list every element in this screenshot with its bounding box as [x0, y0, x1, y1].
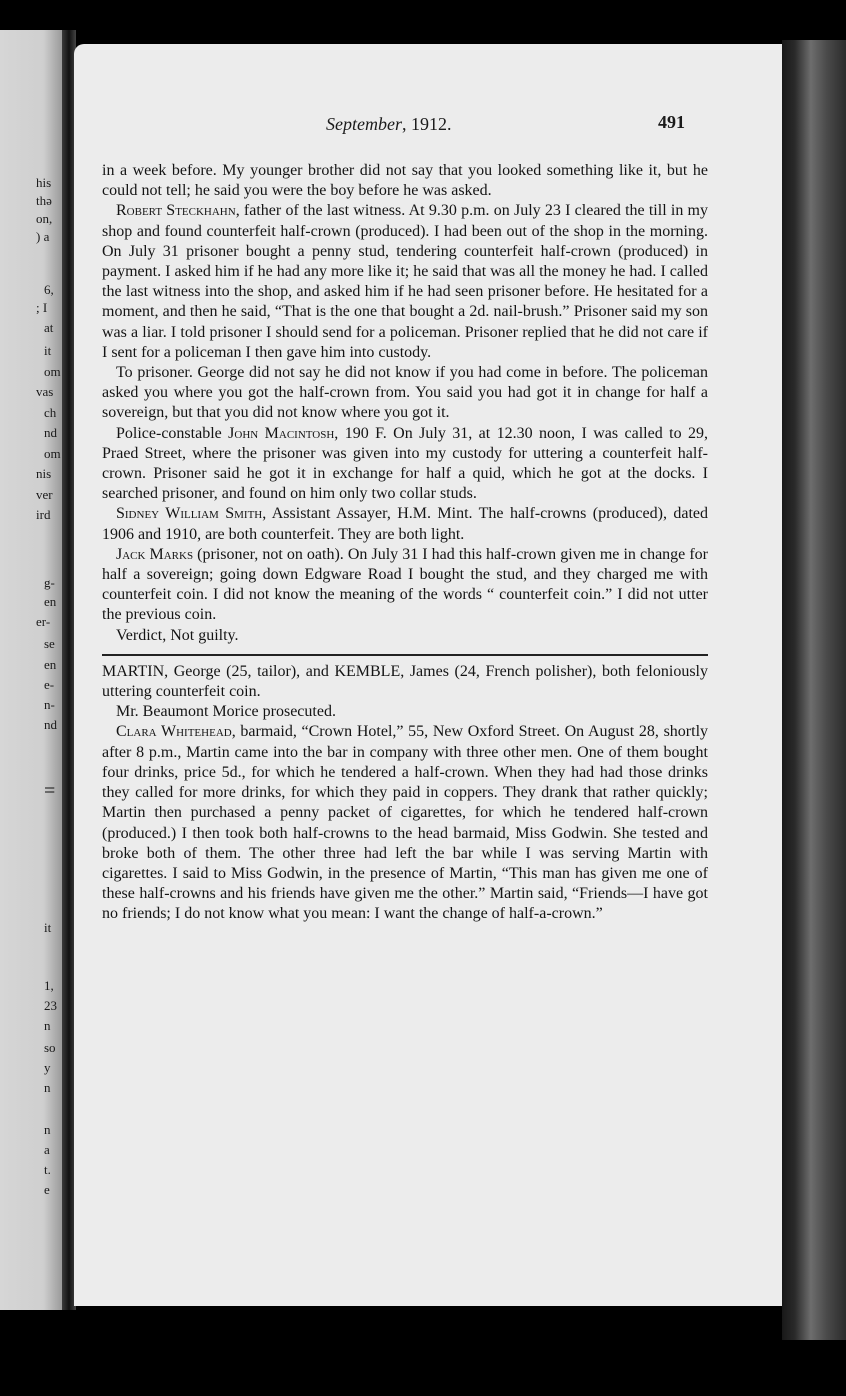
speaker-name: Sidney William Smith, — [116, 505, 267, 523]
facing-page-fragment: e- — [44, 677, 55, 692]
paragraph-text: barmaid, “Crown Hotel,” 55, New Oxford Street. On August 28, shortly after 8 p.m., Martin came into the bar in company with three other men. One of them bought four drinks, price 5d., for which he tendered a half-crown. When they had had those drinks they called for more drinks, for which they paid in coppers. They drank that rather quickly; Martin then purchased a penny packet of cigarettes, for which he tendered half-crown (produced.) I then took both half-crowns to the head barmaid, Miss Godwin. She tested and broke both of them. The other three had left the bar while I was serving Martin with cigarettes. I said to Miss Godwin, in the presence of Martin, “This man has given me one of these half-crowns and his friends have given me the other.” Martin said, “Friends—I have got no friends; I do not know what you mean: I want the change of half-a-crown.” — [102, 723, 709, 923]
facing-page-fragment: n — [44, 1122, 51, 1137]
facing-page-fragment: t. — [44, 1162, 51, 1177]
facing-page-fragment: y — [44, 1060, 51, 1075]
paragraph-text: 190 F. On July 31, at 12.30 noon, I was called to 29, Praed Street, where the prisoner was given into my custody for uttering a counterfeit half-crown. Prisoner said he got it in exchange for half a quid, which he got at the docks. I searched prisoner, and found on him only two collar studs. — [102, 424, 708, 503]
facing-page-fragment: 1, — [44, 978, 54, 993]
paragraph-text: Police-constable — [116, 424, 229, 442]
facing-page-fragment: ird — [36, 507, 51, 522]
paragraph — [102, 201, 708, 363]
paragraph — [102, 662, 708, 702]
facing-page-fragment: vas — [36, 384, 54, 399]
facing-page-fragment: ch — [44, 405, 57, 420]
facing-page-fragment: 6, — [44, 282, 54, 297]
facing-page-edge — [0, 30, 62, 1310]
page-number: 491 — [658, 112, 685, 132]
paragraph-text: father of the last witness. At 9.30 p.m. on July 23 I cleared the till in my shop and found counterfeit half-crown (produced). I had been out of the shop in the morning. On July 31 prisoner bought a penny stud, tendering counterfeit half-crown (produced) in payment. I asked him if he had any more like it; he said that was all the money he had. I called the last witness into the shop, and asked him if he had seen prisoner before. He hesitated for a moment, and then he said, “That is the one that bought a 2d. nail-brush.” Prisoner said my son was a liar. I told prisoner I should send for a policeman. Prisoner replied that he did not care if I sent for a policeman I then gave him into custody. — [102, 202, 709, 361]
facing-page-fragment: ; I — [36, 300, 48, 315]
page-edge-shadow — [782, 40, 846, 1340]
facing-page-fragment: = — [44, 780, 56, 802]
paragraph — [102, 545, 708, 626]
paragraph-text: MARTIN, George (25, tailor), and KEMBLE, James (24, French polisher), both feloniously uttering counterfeit coin. — [102, 662, 708, 701]
header-year: , 1912. — [401, 114, 452, 134]
running-title: September — [326, 114, 402, 134]
facing-page-fragment: 23 — [44, 998, 57, 1013]
running-header — [326, 114, 451, 135]
facing-page-fragment: his — [36, 175, 52, 190]
facing-page-fragment: it — [44, 920, 52, 935]
facing-page-fragment: nis — [36, 466, 52, 481]
facing-page-fragment: a — [44, 1142, 50, 1157]
facing-page-fragment: at — [44, 320, 54, 335]
facing-page-fragment: se — [44, 636, 55, 651]
paragraph-text: Verdict, Not guilty. — [116, 626, 239, 644]
speaker-name: Robert Steckhahn, — [116, 202, 240, 220]
speaker-name: Jack Marks — [116, 545, 194, 563]
paragraph — [102, 626, 708, 646]
speaker-name: Clara Whitehead, — [116, 723, 236, 741]
facing-page-fragment: on, — [36, 211, 53, 226]
facing-page-fragment: g- — [44, 575, 55, 590]
facing-page-fragment: it — [44, 343, 52, 358]
paragraph — [102, 424, 708, 505]
facing-page-fragment: n — [44, 1080, 51, 1095]
paragraph — [102, 161, 708, 201]
facing-page-fragment: en — [44, 657, 57, 672]
paragraph — [102, 702, 708, 722]
paragraph-text: Mr. Beaumont Morice prosecuted. — [116, 703, 336, 721]
facing-page-fragment: thə — [36, 193, 52, 208]
section-rule — [102, 654, 708, 656]
facing-page-fragment: er- — [36, 614, 51, 629]
paragraph-text: (prisoner, not on oath). On July 31 I had this half-crown given me in change for half a sovereign; going down Edgware Road I bought the stud, and they charged me with counterfeit coin. I did not know the meaning of the words “ counterfeit coin.” I did not utter the previous coin. — [102, 545, 708, 624]
facing-page-fragment: en — [44, 594, 57, 609]
facing-page-fragment: n- — [44, 697, 55, 712]
paragraph-text: Assistant Assayer, H.M. Mint. The half-crowns (produced), dated 1906 and 1910, are both counterfeit. They are both light. — [102, 505, 708, 543]
paragraph-text: in a week before. My younger brother did not say that you looked something like it, but he could not tell; he said you were the boy before he was asked. — [102, 162, 708, 200]
facing-page-fragment: ver — [36, 487, 53, 502]
paragraph-text: To prisoner. George did not say he did not know if you had come in before. The policeman asked you where you got the half-crown from. You said you had got it in change for half a sovereign, but that you did not know where you got it. — [102, 364, 708, 422]
page-body — [102, 161, 708, 925]
facing-page-fragment: n — [44, 1018, 51, 1033]
facing-page-fragment: nd — [44, 425, 57, 440]
facing-page-fragment: nd — [44, 717, 57, 732]
facing-page-fragment: so — [44, 1040, 56, 1055]
facing-page-fragment: ) a — [36, 229, 50, 244]
speaker-name: John Macintosh, — [228, 424, 339, 442]
facing-page-fragment: om — [44, 364, 61, 379]
paragraph — [102, 722, 708, 924]
facing-page-fragment: om — [44, 446, 61, 461]
paragraph — [102, 363, 708, 424]
paragraph — [102, 504, 708, 544]
facing-page-fragment: e — [44, 1182, 50, 1197]
